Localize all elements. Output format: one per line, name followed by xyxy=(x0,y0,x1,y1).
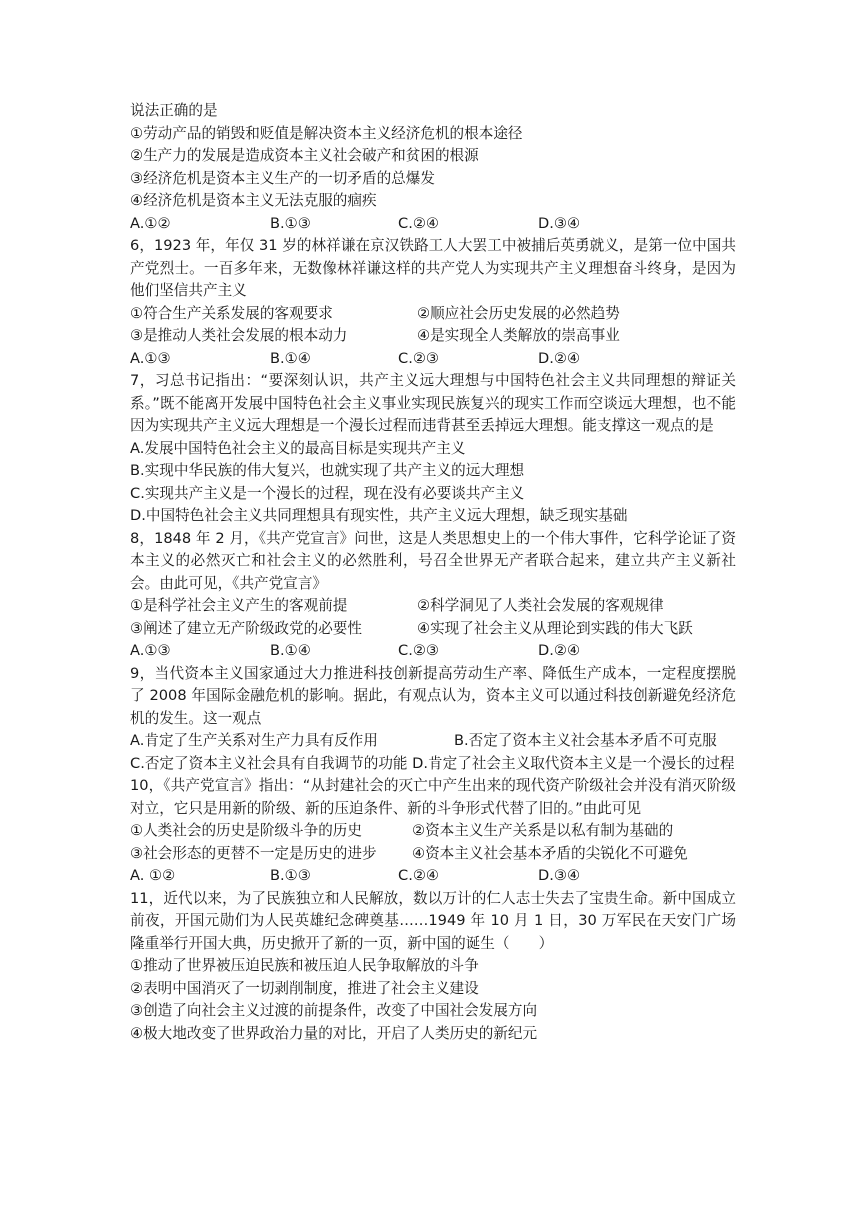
question-9-stem: 9，当代资本主义国家通过大力推进科技创新提高劳动生产率、降低生产成本，一定程度摆脱了 2008 年国际金融危机的影响。据此，有观点认为，资本主义可以通过科技创新避免经济危机的发生。这一观点 xyxy=(130,664,736,727)
statement-item: ③阐述了建立无产阶级政党的必要性 xyxy=(130,619,362,637)
option-d: D.③④ xyxy=(538,214,581,232)
statement-item: ②资本主义生产关系是以私有制为基础的 xyxy=(412,822,674,839)
option-b: B.否定了资本主义社会基本矛盾不可克服 xyxy=(454,732,717,749)
option-d: D.肯定了社会主义取代资本主义是一个漫长的过程 xyxy=(412,754,735,772)
statement-row xyxy=(130,303,736,326)
statement-item: ②表明中国消灭了一切剥削制度，推进了社会主义建设 xyxy=(130,979,479,997)
option-a: A.①③ xyxy=(130,642,171,659)
answer-options xyxy=(130,213,736,236)
option-d: D.③④ xyxy=(538,867,581,884)
statement-row xyxy=(130,820,736,843)
statement-item: ②生产力的发展是造成资本主义社会破产和贫困的根源 xyxy=(130,147,479,164)
statement-item: ②顺应社会历史发展的必然趋势 xyxy=(417,304,620,322)
statement-row xyxy=(130,595,736,618)
option-b: B.实现中华民族的伟大复兴，也就实现了共产主义的远大理想 xyxy=(130,462,525,479)
statement-item: ①人类社会的历史是阶级斗争的历史 xyxy=(130,822,362,839)
statement-item: ③经济危机是资本主义生产的一切矛盾的总爆发 xyxy=(130,169,435,187)
statement-item: ①是科学社会主义产生的客观前提 xyxy=(130,597,348,614)
question-6-stem: 6，1923 年，年仅 31 岁的林祥谦在京汉铁路工人大罢工中被捕后英勇就义，是第一位中国共产党烈士。一百多年来，无数像林祥谦这样的共产党人为实现共产主义理想奋斗终身，是因为他们坚信共产主义 xyxy=(130,237,736,299)
option-d: D.②④ xyxy=(538,349,581,367)
statement-item: ③社会形态的更替不一定是历史的进步 xyxy=(130,844,377,862)
statement-item: ③创造了向社会主义过渡的前提条件，改变了中国社会发展方向 xyxy=(130,1002,538,1019)
statement-item: ④极大地改变了世界政治力量的对比，开启了人类历史的新纪元 xyxy=(130,1024,538,1042)
option-b: B.①④ xyxy=(270,642,311,659)
answer-options xyxy=(130,348,736,371)
statement-row xyxy=(130,843,736,866)
statement-item: ④是实现全人类解放的崇高事业 xyxy=(417,327,620,344)
answer-options xyxy=(130,865,736,888)
option-c: C.②③ xyxy=(398,349,439,367)
answer-options xyxy=(130,640,736,663)
option-a: A.①② xyxy=(130,214,171,232)
option-b: B.①③ xyxy=(270,867,311,884)
statement-row xyxy=(130,325,736,348)
question-stem-tail: 说法正确的是 xyxy=(130,102,218,119)
option-b: B.①④ xyxy=(270,349,311,367)
statement-row xyxy=(130,618,736,641)
question-11-stem: 11，近代以来，为了民族独立和人民解放，数以万计的仁人志士失去了宝贵生命。新中国成立前夜，开国元勋们为人民英雄纪念碑奠基……1949 年 10 月 1 日，30 万军民在天安门广场隆重举行开国大典，历史掀开了新的一页，新中国的诞生（ ） xyxy=(130,889,736,952)
option-c: C.否定了资本主义社会具有自我调节的功能 xyxy=(130,754,408,772)
option-d: D.②④ xyxy=(538,642,581,659)
document-body xyxy=(130,100,736,1045)
statement-item: ②科学洞见了人类社会发展的客观规律 xyxy=(417,597,664,614)
question-8-stem: 8，1848 年 2 月，《共产党宣言》问世，这是人类思想史上的一个伟大事件，它科学论证了资本主义的必然灭亡和社会主义的必然胜利，号召全世界无产者联合起来，建立共产主义新社会。由此可见，《共产党宣言》 xyxy=(130,529,736,592)
statement-item: ①推动了世界被压迫民族和被压迫人民争取解放的斗争 xyxy=(130,957,479,974)
statement-item: ④资本主义社会基本矛盾的尖锐化不可避免 xyxy=(412,844,688,862)
answer-options-row xyxy=(130,753,736,776)
statement-item: ③是推动人类社会发展的根本动力 xyxy=(130,327,348,344)
option-a: A.①③ xyxy=(130,349,171,367)
statement-item: ①劳动产品的销毁和贬值是解决资本主义经济危机的根本途径 xyxy=(130,124,523,142)
option-a: A.发展中国特色社会主义的最高目标是实现共产主义 xyxy=(130,439,466,457)
option-c: C.②④ xyxy=(398,214,439,232)
option-b: B.①③ xyxy=(270,214,311,232)
statement-item: ④经济危机是资本主义无法克服的痼疾 xyxy=(130,192,377,209)
statement-item: ④实现了社会主义从理论到实践的伟大飞跃 xyxy=(417,619,693,637)
question-10-stem: 10，《共产党宣言》指出：“从封建社会的灭亡中产生出来的现代资产阶级社会并没有消灭阶级对立，它只是用新的阶级、新的压迫条件、新的斗争形式代替了旧的。”由此可见 xyxy=(130,777,736,817)
option-c: C.②④ xyxy=(398,867,439,884)
question-7-stem: 7，习总书记指出：“要深刻认识，共产主义远大理想与中国特色社会主义共同理想的辩证关系。”既不能离开发展中国特色社会主义事业实现民族复兴的现实工作而空谈远大理想，也不能因为实现共产主义远大理想是一个漫长过程而违背甚至丢掉远大理想。能支撑这一观点的是 xyxy=(130,372,736,434)
answer-options-row xyxy=(130,730,736,753)
option-c: C.实现共产主义是一个漫长的过程，现在没有必要谈共产主义 xyxy=(130,484,525,502)
option-c: C.②③ xyxy=(398,642,439,659)
option-d: D.中国特色社会主义共同理想具有现实性，共产主义远大理想，缺乏现实基础 xyxy=(130,507,628,524)
statement-item: ①符合生产关系发展的客观要求 xyxy=(130,304,333,322)
option-a: A.肯定了生产关系对生产力具有反作用 xyxy=(130,732,378,749)
option-a: A. ①② xyxy=(130,867,176,884)
